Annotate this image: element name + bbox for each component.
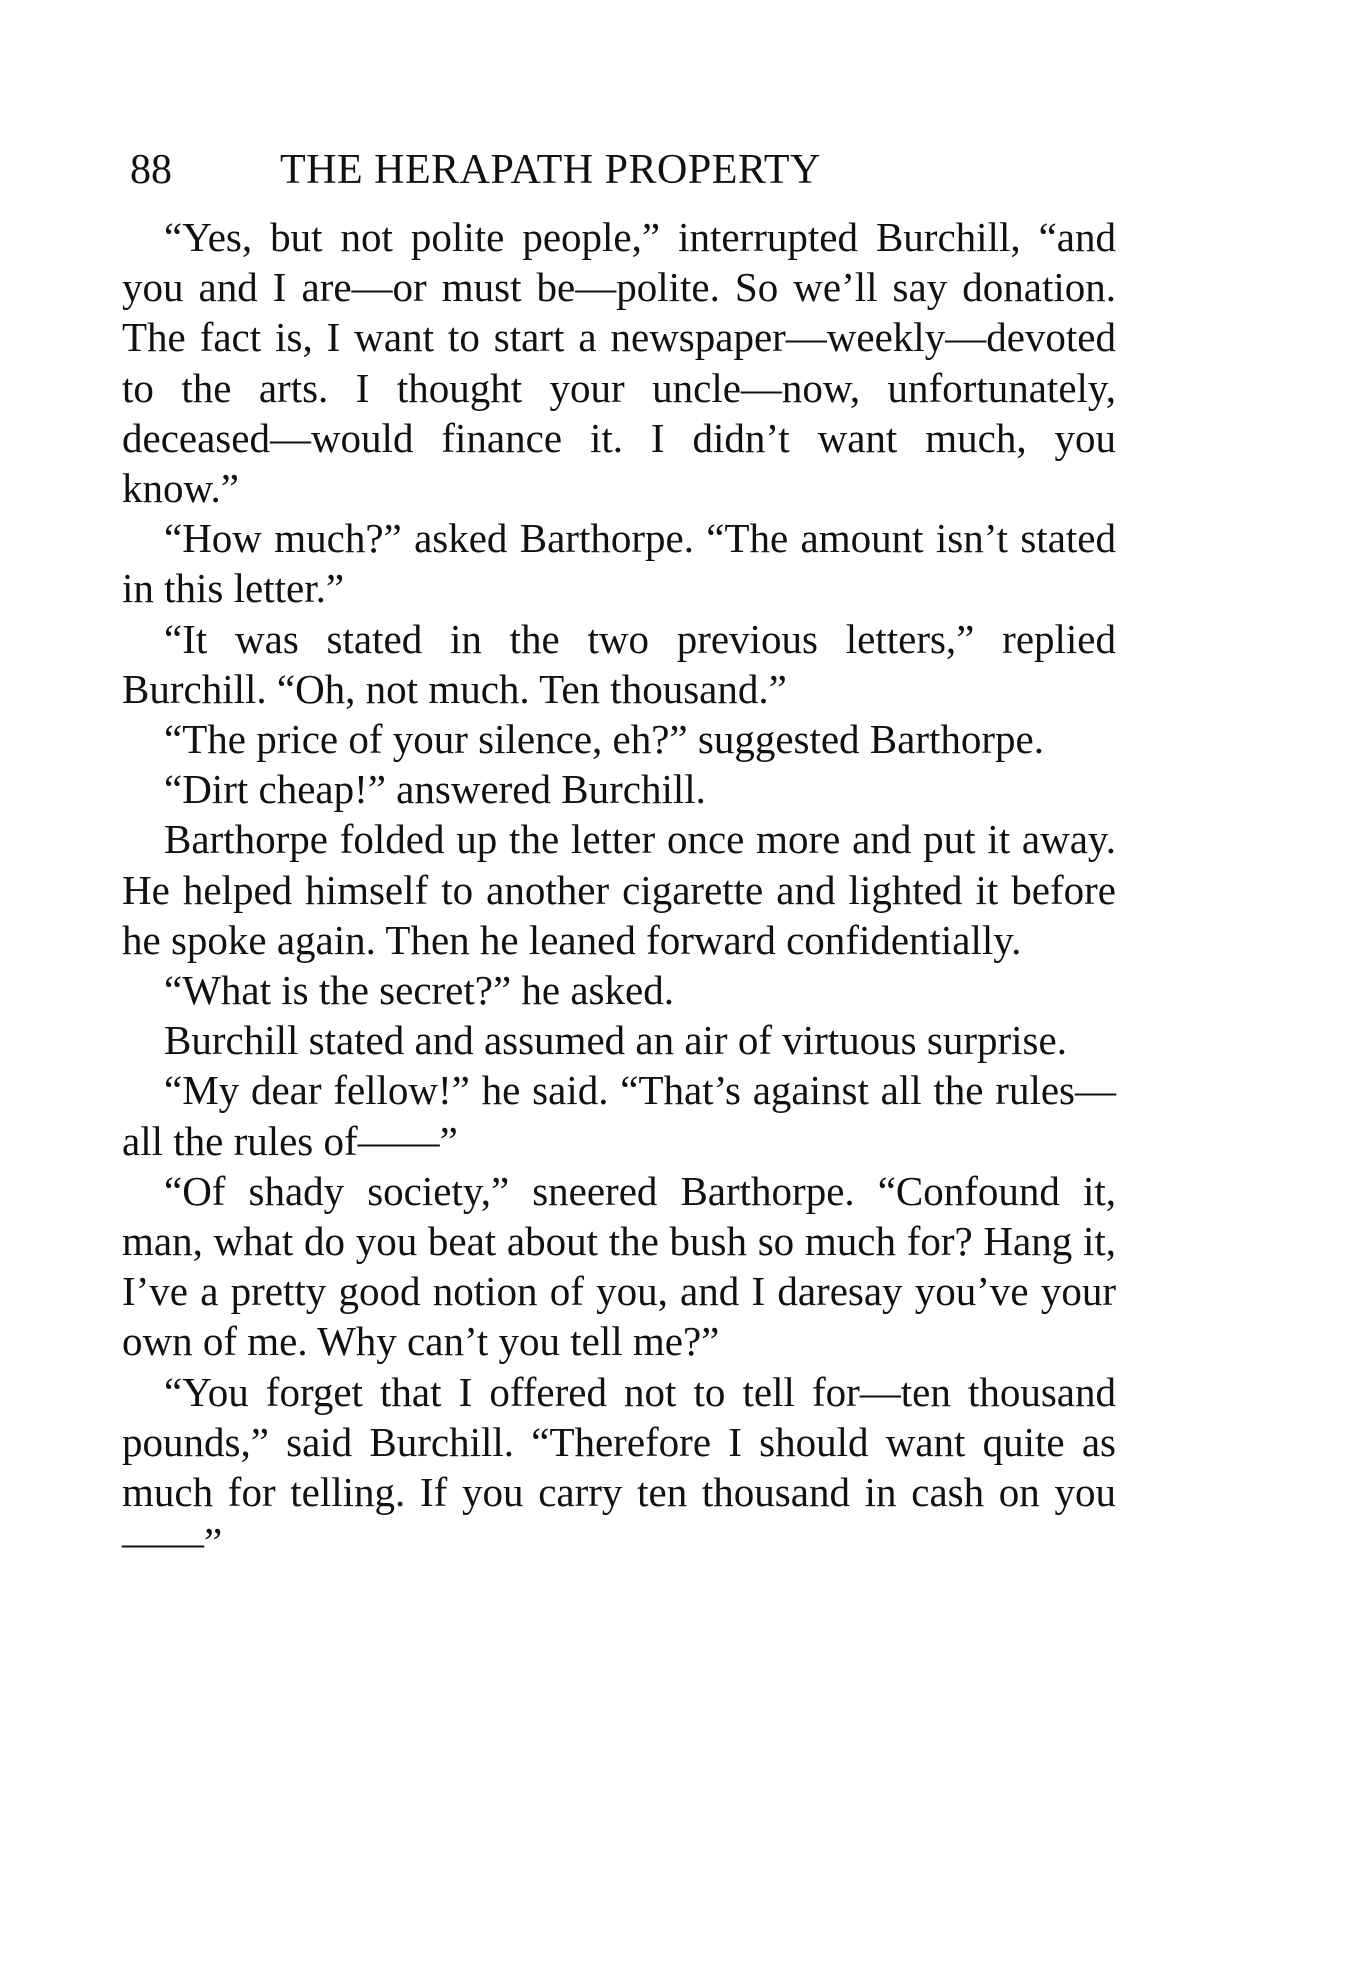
paragraph: Burchill stated and assumed an air of virtuous surprise. — [164, 1017, 1067, 1064]
page-number: 88 — [130, 147, 172, 193]
body-text — [122, 212, 1116, 1567]
paragraph: “My dear fellow!” he said. “That’s against all the rules—all the rules of——” — [122, 1067, 1116, 1164]
paragraph: “Of shady society,” sneered Barthorpe. “Confound it, man, what do you beat about the bush so much for? Hang it, I’ve a pretty good notion of you, and I daresay you’ve your own of me. Why can’t you tell me?” — [122, 1167, 1116, 1365]
paragraph: “The price of your silence, eh?” suggested Barthorpe. — [164, 716, 1044, 763]
paragraph: “It was stated in the two previous letters,” replied Burchill. “Oh, not much. Ten thousand.” — [122, 615, 1116, 712]
paragraph: “Dirt cheap!” answered Burchill. — [164, 766, 706, 813]
page-header — [130, 140, 1120, 200]
paragraph: “How much?” asked Barthorpe. “The amount isn’t stated in this letter.” — [122, 515, 1116, 612]
paragraph: “What is the secret?” he asked. — [164, 967, 674, 1014]
paragraph: “Yes, but not polite people,” interrupted Burchill, “and you and I are—or must be—polite. So we’ll say donation. The fact is, I want to start a newspaper—weekly—devoted to the arts. I thought your uncle—now, unfortunately, deceased—would finance it. I didn’t want much, you know.” — [122, 214, 1116, 512]
paragraph: “You forget that I offered not to tell for—ten thousand pounds,” said Burchill. “Therefore I should want quite as much for telling. If you carry ten thousand in cash on you——” — [122, 1368, 1116, 1566]
paragraph: Barthorpe folded up the letter once more and put it away. He helped himself to another cigarette and lighted it before he spoke again. Then he leaned forward confidentially. — [122, 816, 1116, 963]
running-title: THE HERAPATH PROPERTY — [280, 147, 821, 193]
